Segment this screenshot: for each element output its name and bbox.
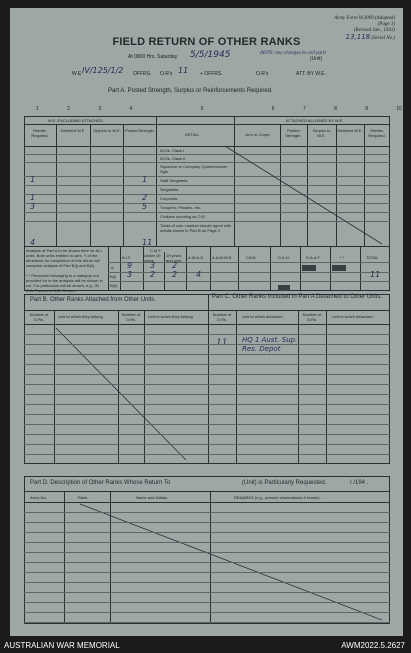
analysis-row-bi: B(i) [110,274,117,279]
unit-label: (Unit) [310,56,323,62]
table-rule [24,334,390,335]
form-page: (Page 1) [377,22,395,27]
analysis-a-19over: 2 [172,261,178,270]
table-rule [24,582,390,583]
analysis-header-dah: D.A.H. [278,255,290,260]
table-rule [24,344,390,345]
col-num: 6 [271,106,275,112]
analysis-b-awas: 4 [196,270,202,279]
form-number: Army Form W.3009 (Adapted) [334,16,395,21]
detail-sgt: Sergeants [160,187,179,192]
hand-posted-pte: 5 [142,202,148,211]
analysis-header-star: * * [340,255,345,260]
part-d-unit-label: (Unit) is Particularly Requested. [242,480,327,486]
part-c-entry-unit: HQ 1 Aust. Sup. Res. Depot [242,336,298,353]
analysis-note: Analysis of Part A to be shown here for ALL units. Both units entitled to cars. Y of the structures for completion of this return will comprise analysis of Part B(i) and B(ii). [26,248,103,268]
table-rule [24,434,390,435]
footer-right-id: AWM2022.5.2627 [341,641,405,650]
offrs-label: OFFRS. [133,71,152,77]
form-paper [10,8,403,636]
form-title: FIELD RETURN OF OTHER RANKS [112,36,301,48]
detail-qms: Squadron or Company Quartermaster Sgts. [160,164,228,174]
part-d-col-name: Name and Initials. [136,495,169,500]
table-rule [24,364,390,365]
table-rule [24,414,390,415]
part-d-col-army-no: Army No. [30,495,47,500]
analysis-header-raaf: R.A.A.F. [306,255,321,260]
col-num: 5 [200,106,204,112]
col-header-posted-att: Posted Strength. [285,128,302,138]
part-a-heading: Part A. Posted Strength, Surplus or Reinforcements Required. [108,88,273,94]
part-c-col-num: Number of O.Rs. [212,312,232,322]
part-b-col-num2: Number of O.Rs. [121,312,141,322]
detail-civilians: Civilians counting as O.R. [160,214,206,219]
col-header-reinfts-att: Reinfts. Required. [368,128,386,138]
detail-header: DETAIL. [185,132,200,137]
attached-allowed-header: ATTACHED ALLOWED BY W.E. [286,118,344,123]
part-c-col-unit2: Unit to which detached. [332,314,374,319]
detail-staff-sgt: Staff Sergeants [160,178,188,183]
col-header-deficient-att: Deficient W.E. [337,128,363,133]
we-label: W.E. [72,71,83,77]
col-num: 8 [334,106,337,112]
analysis-b-under19: 2 [150,270,156,279]
table-rule [24,522,390,523]
analysis-header-total: TOTAL [366,255,379,260]
table-rule [24,404,390,405]
table-rule [24,532,390,533]
analysis-header-awas: A.W.A.S. [188,255,205,260]
table-rule [24,354,390,355]
analysis-group-cmf: C.M.F. [150,248,162,253]
col-header-surplus-att: Surplus to W.E. [312,128,331,138]
analysis-header-civil: CIVIL [246,255,257,260]
table-rule [24,424,390,425]
hand-posted-total: 11 [142,238,153,247]
table-rule [24,592,390,593]
we-value: IV/125/1/2 [82,66,124,75]
table-rule [24,454,390,455]
analysis-b-19over: 2 [172,270,178,279]
hand-reinfts-pte: 3 [30,202,36,211]
analysis-row-a: A [111,265,114,270]
col-header-reinfts: Reinfts. Required. [31,128,49,138]
col-num: 2 [67,106,70,112]
table-rule [24,394,390,395]
detail-totals: Totals of cols. marked should agree with details shown in Part B on Page 2 [160,223,232,233]
or-label: O.R's [160,71,173,77]
table-rule [24,552,390,553]
analysis-b-aif: 3 [127,270,133,279]
att-label: ATT. BY W.E. [296,71,326,77]
analysis-a-aif: 9 [127,261,133,270]
analysis-row-bii: B(ii) [110,283,118,288]
analysis-header-19over: 19 years and over [166,253,182,263]
col-header-posted: Posted Strength. [125,128,155,133]
part-b-col-num: Number of O.Rs. [29,312,49,322]
col-num: 9 [365,106,369,112]
or-value: 11 [178,66,189,75]
cancel-line-part-a [225,146,382,244]
part-c-heading: Part C. Other Ranks Included in Part A Detached to Other Units. [212,294,383,300]
table-rule [24,374,390,375]
hand-reinfts-staff: 1 [30,175,36,184]
col-header-deficient: Deficient W.E. [60,128,86,133]
col-num: 3 [98,106,102,112]
date-value: 5/5/1945 [190,50,231,60]
col-header-arm: Arm or Corps. [245,132,271,137]
footer-bar [0,640,411,653]
analysis-header-aamws: A.A.M.W.S. [212,255,233,260]
part-c-col-unit: Unit to which detached. [242,314,284,319]
col-num: 10 [396,106,402,112]
part-c-col-num2: Number of O.Rs. [302,312,322,322]
serial-label: (Serial No.) [371,36,395,41]
unit-annotation: (NOTE: any changes to unit part) [260,50,327,55]
table-rule [24,562,390,563]
hand-reinfts-cpl: 1 [30,193,36,202]
table-rule [24,542,390,543]
detail-wo2: W.Os. Class II. [160,156,187,161]
hand-totals-left: 4 [30,238,36,247]
hand-posted-staff: 1 [142,175,148,184]
table-rule [24,622,390,623]
analysis-total: 11 [370,270,381,279]
col-num: 4 [129,106,133,112]
table-rule [24,602,390,603]
part-d-col-remarks: REMARKS (e.g., present whereabouts if known). [234,495,321,500]
personnel-note: * * Personnel belonging to a category not provided for in the analysis will be shown in col. For particulars will be shown, e.g., IN C.A. Forces, in N.B. Return. [26,273,103,293]
part-d-date: / /194 . [350,480,369,486]
part-d-col-rank: Rank. [78,495,89,500]
part-b-heading: Part B. Other Ranks Attached from Other Units. [30,297,157,303]
table-rule [24,572,390,573]
serial-value: 13,118 [345,33,371,41]
part-d-heading: Part D. Description of Other Ranks Whose Return To [30,480,171,486]
part-b-col-unit: Unit to which they belong [58,314,103,319]
table-rule [24,444,390,445]
table-rule [24,384,390,385]
col-num: 1 [36,106,39,112]
footer-left-credit: AUSTRALIAN WAR MEMORIAL [4,641,120,650]
analysis-a-under19: 3 [150,261,156,270]
we-excluding-header: W.E. EXCLUDING ATTACHED. [48,118,104,123]
col-num: 7 [302,106,306,112]
or2-label: O.R's [256,71,269,77]
table-rule [24,512,390,513]
analysis-header-under19: Under 19 years [144,253,161,263]
table-rule [24,612,390,613]
form-revised: (Revised Jan., 1941) [353,28,395,33]
detail-wo1: W.Os. Class I. [160,148,186,153]
at-hrs-label: At 0800 Hrs. Saturday [128,54,178,60]
part-c-entry-number: 11 [216,338,228,348]
detail-cpl: Corporals [160,196,178,201]
plus-offrs-label: + OFFRS. [200,71,223,77]
hand-posted-cpl: 2 [142,193,148,202]
detail-pte: Troopers, Privates, etc. [160,205,202,210]
analysis-header-aif: A.I.F. [122,255,132,260]
part-b-col-unit2: Unit to which they belong [148,314,193,319]
col-header-surplus: Surplus to W.E. [93,128,121,133]
